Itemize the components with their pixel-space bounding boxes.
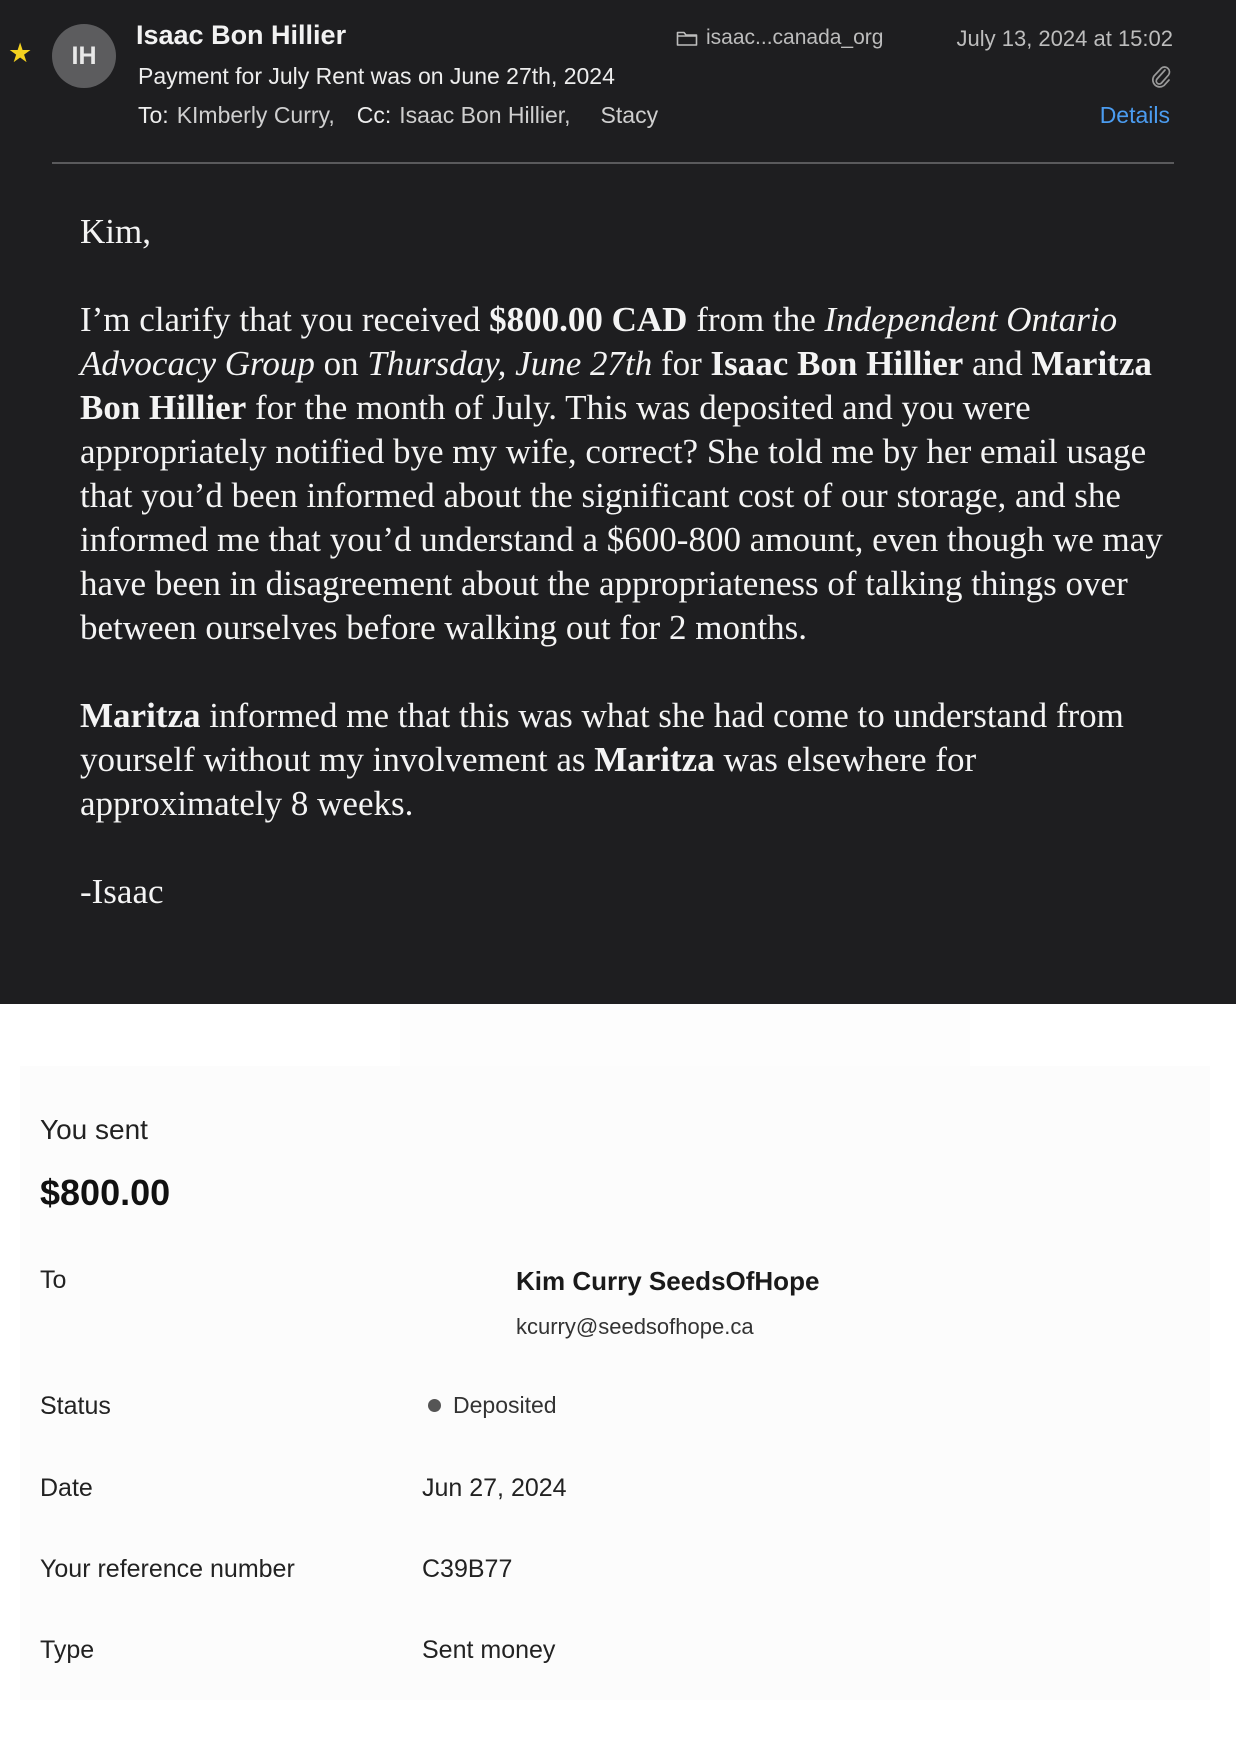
bold-text: Isaac Bon Hillier	[710, 344, 964, 383]
email-date: July 13, 2024 at 15:02	[956, 26, 1173, 51]
email-subject: Payment for July Rent was on June 27th, 2024	[138, 63, 615, 89]
status-row-label: Status	[40, 1392, 111, 1420]
reference-value: C39B77	[422, 1555, 513, 1583]
date-value: Jun 27, 2024	[422, 1474, 567, 1502]
status-dot-icon	[428, 1399, 441, 1412]
status-text: Deposited	[453, 1392, 557, 1418]
status-value	[428, 1392, 557, 1419]
recipients-line	[138, 102, 658, 129]
signoff: -Isaac	[80, 872, 164, 911]
star-icon[interactable]: ★	[8, 38, 33, 68]
transaction-details	[0, 1004, 1236, 1740]
bold-text: Maritza Bon Hillier	[80, 344, 1152, 427]
body-text-run: and	[963, 344, 1032, 383]
to-recipient[interactable]: KImberly Curry,	[176, 102, 335, 128]
body-text-run: on	[314, 344, 368, 383]
type-row-label: Type	[40, 1636, 95, 1664]
greeting: Kim,	[80, 212, 151, 251]
recipient-email: kcurry@seedsofhope.ca	[516, 1314, 754, 1339]
avatar: IH	[52, 24, 116, 88]
cc-label: Cc:	[356, 102, 392, 128]
body-paragraph-1	[80, 298, 1180, 650]
header-divider	[52, 162, 1174, 164]
type-value: Sent money	[422, 1636, 556, 1664]
body-paragraph-2	[80, 694, 1180, 826]
body-text-run: for the month of July. This was deposited and you were appropriately notified bye my wife, correct? She told me by her email usage that you’d been informed about the significant cost of our storage, and she informed me that you’d understand a $600-800 amount, even though we may have been in disagreement about the appropriateness of talking things over between ourselves before walking out for 2 months.	[80, 388, 1163, 647]
transaction-card	[20, 1066, 1210, 1700]
body-text-run: for	[652, 344, 711, 383]
body-text-run: from the	[687, 300, 825, 339]
to-label: To:	[138, 102, 169, 128]
bold-text: Maritza	[80, 696, 201, 735]
body-text-run: I’m clarify that you received	[80, 300, 490, 339]
to-row-label: To	[40, 1266, 67, 1294]
you-sent-heading: You sent	[40, 1114, 148, 1145]
date-row-label: Date	[40, 1474, 93, 1502]
mailbox-name: isaac...canada_org	[706, 26, 884, 49]
bold-text: $800.00 CAD	[489, 300, 688, 339]
folder-icon	[676, 30, 698, 47]
paperclip-icon[interactable]	[1150, 64, 1172, 90]
sent-amount: $800.00	[40, 1172, 171, 1213]
body-text-run: informed me that this was what she had come to understand from yourself without my involvement as	[80, 696, 1124, 779]
sender-name: Isaac Bon Hillier	[136, 20, 347, 50]
body-text-run: was elsewhere for approximately 8 weeks.	[80, 740, 977, 823]
reference-row-label: Your reference number	[40, 1555, 295, 1583]
email-body	[80, 210, 1180, 958]
recipient-name: Kim Curry SeedsOfHope	[516, 1266, 820, 1296]
italic-text: Independent Ontario Advocacy Group	[80, 300, 1118, 383]
details-link[interactable]: Details	[1099, 102, 1170, 128]
cc-recipient-2[interactable]: Stacy	[600, 102, 659, 128]
mailbox-label[interactable]	[676, 26, 883, 50]
cc-recipient-1[interactable]: Isaac Bon Hillier,	[399, 102, 571, 128]
italic-text: Thursday, June 27th	[367, 344, 653, 383]
top-strip	[400, 1004, 970, 1066]
bold-text: Maritza	[594, 740, 715, 779]
